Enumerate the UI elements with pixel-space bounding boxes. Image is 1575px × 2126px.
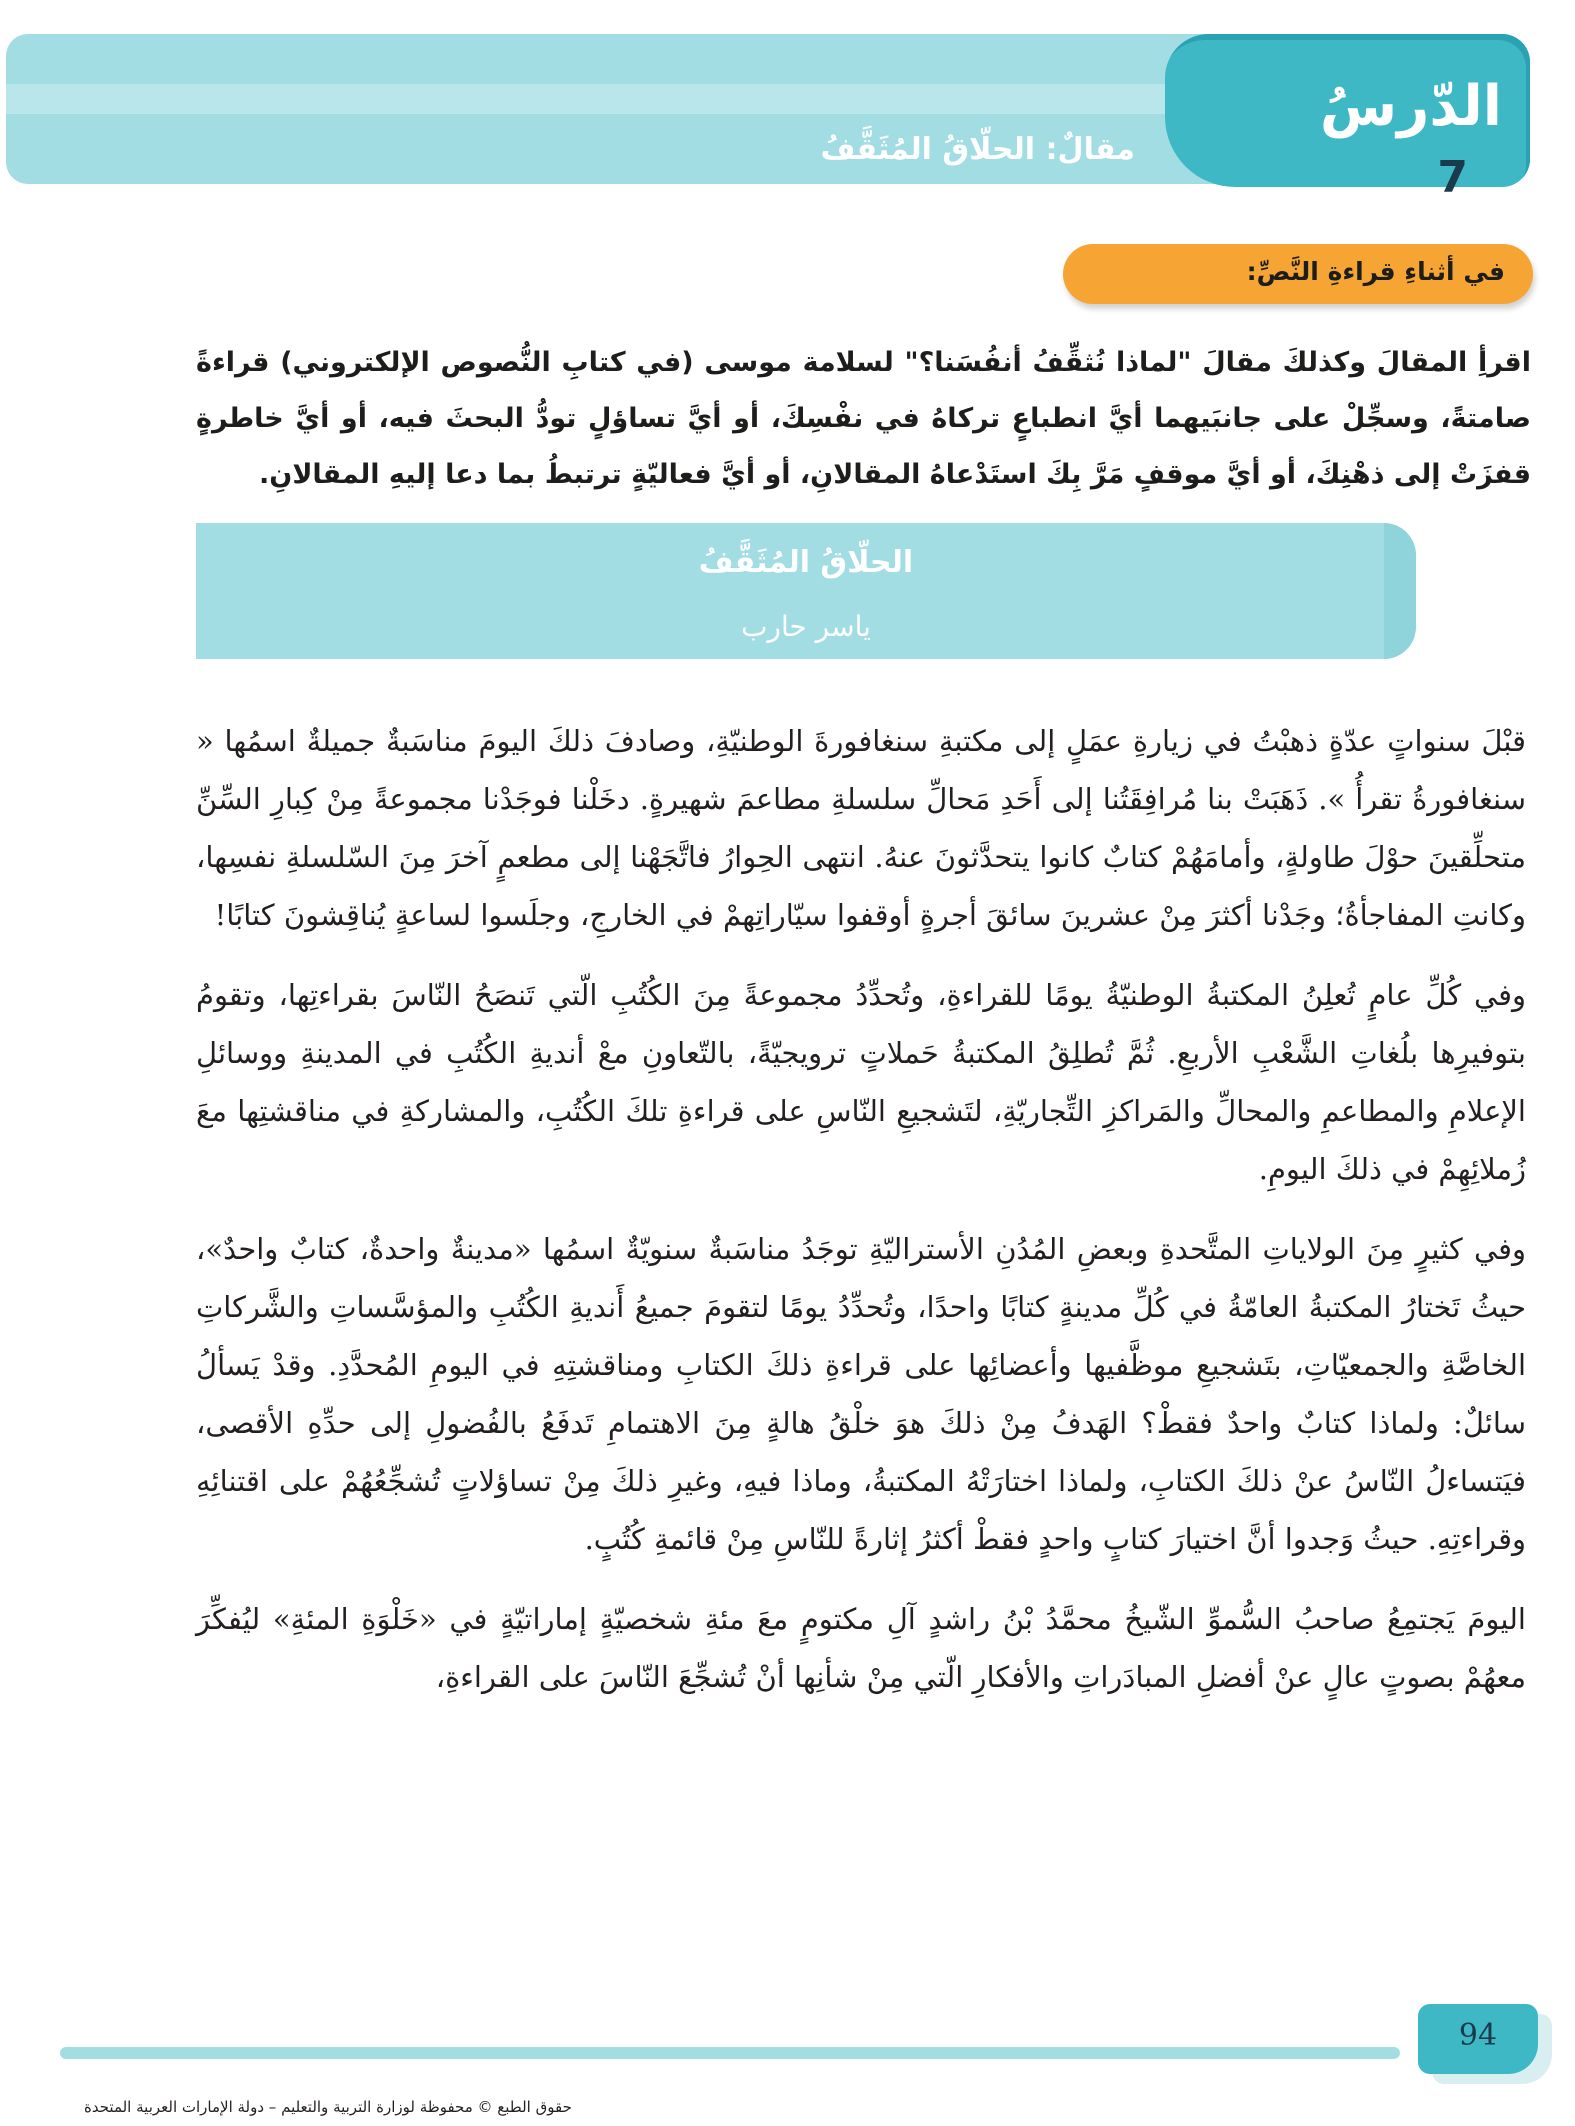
- article-body: [196, 712, 1526, 1728]
- lesson-badge: [1165, 34, 1530, 203]
- article-paragraph-1: قبْلَ سنواتٍ عدّةٍ ذهبْتُ في زيارةِ عمَلٍ إلى مكتبةِ سنغافورةَ الوطنيّةِ، وصادفَ ذلكَ اليومَ مناسَبةٌ جميلةٌ اسمُها « سنغافورةُ تقرأُ ». ذَهَبَتْ بنا مُرافِقَتُنا إلى أَحَدِ مَحالِّ سلسلةِ مطاعمَ شهيرةٍ. دخَلْنا فوجَدْنا مجموعةً مِنْ كِبارِ السِّنِّ متحلِّقينَ حوْلَ طاولةٍ، وأمامَهُمْ كتابٌ كانوا يتحدَّثونَ عنهُ. انتهى الحِوارُ فاتَّجَهْنا إلى مطعمٍ آخرَ مِنَ السّلسلةِ نفسِها، وكانتِ المفاجأةُ؛ وجَدْنا أكثرَ مِنْ عشرينَ سائقَ أجرةٍ أوقفوا سيّاراتِهمْ في الخارجِ، وجلَسوا لساعةٍ يُناقِشونَ كتابًا!: [196, 724, 1526, 932]
- copyright-notice: حقوق الطبع © محفوظة لوزارة التربية والتعليم – دولة الإمارات العربية المتحدة: [84, 2098, 572, 2116]
- footer-line: [60, 2047, 1400, 2059]
- article-title: الحلّاقُ المُثَقَّفُ: [698, 545, 914, 580]
- header-article-title: مقالٌ: الحلّاقُ المُثَقَّفُ: [820, 132, 1135, 167]
- lesson-number: 7: [1437, 152, 1468, 203]
- page-number: 94: [1458, 2018, 1498, 2053]
- article-paragraph-2: وفي كُلِّ عامٍ تُعلِنُ المكتبةُ الوطنيّةُ يومًا للقراءةِ، وتُحدِّدُ مجموعةً مِنَ الكُتُبِ الّتي تَنصَحُ النّاسَ بقراءتِها، وتقومُ بتوفيرِها بلُغاتِ الشَّعْبِ الأربعِ. ثُمَّ تُطلِقُ المكتبةُ حَملاتٍ ترويجيّةً، بالتّعاونِ معْ أنديةِ الكُتُبِ في المدينةِ ووسائلِ الإعلامِ والمطاعمِ والمحالِّ والمَراكزِ التِّجاريّةِ، لتَشجيعِ النّاسِ على قراءةِ تلكَ الكُتُبِ، والمشاركةِ في مناقشتِها معَ زُملائِهِمْ في ذلكَ اليومِ.: [196, 978, 1526, 1186]
- lesson-label: الدّرسُ: [1319, 74, 1502, 139]
- article-paragraph-3: وفي كثيرٍ مِنَ الولاياتِ المتَّحدةِ وبعضِ المُدُنِ الأستراليّةِ توجَدُ مناسَبةٌ سنويّةٌ اسمُها «مدينةٌ واحدةٌ، كتابٌ واحدٌ»، حيثُ تَختارُ المكتبةُ العامّةُ في كُلِّ مدينةٍ كتابًا واحدًا، وتُحدِّدُ يومًا لتقومَ جميعُ أَنديةِ الكُتُبِ والمؤسَّساتِ والشَّركاتِ الخاصَّةِ والجمعيّاتِ، بتَشجيعِ موظَّفيها وأعضائِها على قراءةِ ذلكَ الكتابِ ومناقشتِهِ في اليومِ المُحدَّدِ. وقدْ يَسألُ سائلٌ: ولماذا كتابٌ واحدٌ فقطْ؟ الهَدفُ مِنْ ذلكَ هوَ خلْقُ هالةٍ مِنَ الاهتمامِ تَدفَعُ بالفُضولِ إلى حدِّهِ الأقصى، فيَتساءلُ النّاسُ عنْ ذلكَ الكتابِ، ولماذا اختارَتْهُ المكتبةُ، وماذا فيهِ، وغيرِ ذلكَ مِنْ تساؤلاتٍ تُشجِّعُهُمْ على اقتنائِهِ وقراءتِهِ. حيثُ وَجدوا أنَّ اختيارَ كتابٍ واحدٍ فقطْ أكثرُ إثارةً للنّاسِ مِنْ قائمةِ كُتُبٍ.: [196, 1232, 1526, 1556]
- article-paragraph-4: اليومَ يَجتمِعُ صاحبُ السُّموِّ الشّيخُ محمَّدُ بْنُ راشدٍ آلِ مكتومٍ معَ مئةِ شخصيّةٍ إماراتيّةٍ في «خَلْوَةِ المئةِ» ليُفكِّرَ معهُمْ بصوتٍ عالٍ عنْ أفضلِ المبادَراتِ والأفكارِ الّتي مِنْ شأنِها أنْ تُشجِّعَ النّاسَ على القراءةِ،: [196, 1602, 1526, 1694]
- article-author: ياسر حارب: [741, 610, 871, 643]
- reading-prompt-label: في أثناءِ قراءةِ النَّصِّ:: [1246, 257, 1505, 286]
- reading-instructions: اقرأِ المقالَ وكذلكَ مقالَ "لماذا نُثقِّفُ أنفُسَنا؟" لسلامة موسى (في كتابِ النُّصوص الإلكتروني) قراءةً صامتةً، وسجِّلْ على جانبَيهما أيَّ انطباعٍ تركاهُ في نفْسِكَ، أو أيَّ تساؤلٍ تودُّ البحثَ فيه، أو أيَّ خاطرةٍ قفزَتْ إلى ذهْنِكَ، أو أيَّ موقفٍ مَرَّ بِكَ استَدْعاهُ المقالانِ، أو أيَّ فعاليّةٍ ترتبطُ بما دعا إليهِ المقالانِ.: [196, 347, 1531, 490]
- reading-prompt-pill: [1063, 244, 1533, 304]
